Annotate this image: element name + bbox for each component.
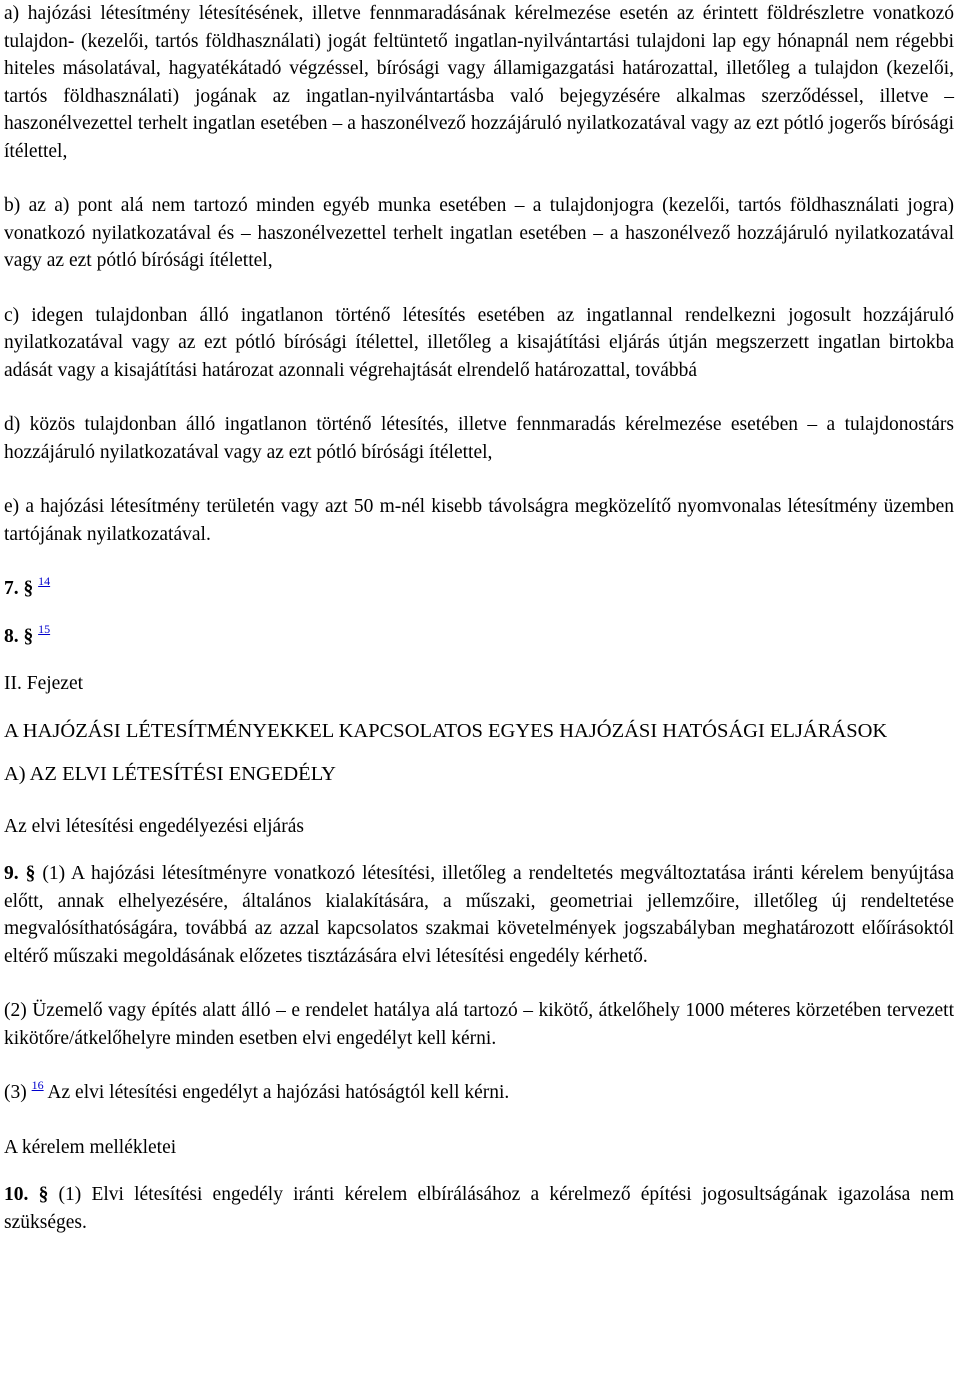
section-8 — [4, 623, 954, 651]
footnote-link-14[interactable]: 14 — [38, 574, 51, 588]
section-9-number: 9. § — [4, 863, 36, 884]
paragraph-d: d) közös tulajdonban álló ingatlanon történő létesítés, illetve fennmaradás kérelmezése esetében – a tulajdonostárs hozzájáruló nyilatkozatával vagy az ezt pótló bírósági ítélettel, — [4, 414, 954, 463]
section-9-paragraph-1 — [4, 860, 954, 970]
section-9-paragraph-2: (2) Üzemelő vagy építés alatt álló – e rendelet hatálya alá tartozó – kikötő, átkelőhely 1000 méteres körzetében tervezett kikötőre/átkelőhelyre minden esetben elvi engedélyt kell kérni. — [4, 1000, 954, 1049]
chapter-label: II. Fejezet — [4, 673, 84, 694]
footnote-link-16[interactable]: 16 — [31, 1078, 44, 1092]
section-9-text-1: (1) A hajózási létesítményre vonatkozó létesítési, illetőleg a rendeltetés megváltoztatása iránti kérelem benyújtása előtt, annak elhelyezésére, általános kialakítására, a műszaki, geometriai jellemzőire, illetőleg új rendeltetése megvalósíthatóságára, továbbá az azzal kapcsolatos szakmai követelmények jogszabályban meghatározott előírásoktól eltérő műszaki megoldásának előzetes tisztázására elvi létesítési engedély kérhető. — [4, 863, 954, 967]
section-9-text-3: Az elvi létesítési engedélyt a hajózási hatóságtól kell kérni. — [43, 1082, 510, 1103]
section-subtitle: A) AZ ELVI LÉTESÍTÉSI ENGEDÉLY — [4, 763, 336, 785]
heading-attachments: A kérelem mellékletei — [4, 1136, 177, 1158]
section-7 — [4, 575, 954, 603]
section-7-number: 7. § — [4, 578, 34, 599]
section-8-number: 8. § — [4, 625, 34, 647]
section-9-paragraph-3 — [4, 1079, 954, 1107]
paragraph-b: b) az a) pont alá nem tartozó minden egyéb munka esetében – a tulajdonjogra (kezelői, tartós földhasználati jogra) vonatkozó nyilatkozatával és – haszonélvezettel terhelt ingatlan esetében – a haszonélvező hozzájáruló nyilatkozatával vagy az ezt pótló bírósági ítélettel, — [4, 195, 954, 271]
heading-procedure: Az elvi létesítési engedélyezési eljárás — [4, 815, 304, 837]
document-page — [4, 0, 954, 1263]
chapter-title: A HAJÓZÁSI LÉTESÍTMÉNYEKKEL KAPCSOLATOS EGYES HAJÓZÁSI HATÓSÁGI ELJÁRÁSOK — [4, 719, 888, 742]
paragraph-a: a) hajózási létesítmény létesítésének, illetve fennmaradásának kérelmezése esetén az érintett földrészletre vonatkozó tulajdon- (kezelői, tartós földhasználati) jogát feltüntető ingatlan-nyilvántartási tulajdoni lap egy hónapnál nem régebbi hiteles másolatával, hagyatékátadó végzéssel, bírósági vagy államigazgatási határozattal, illetőleg a tulajdon (kezelői, tartós földhasználati) jogának az ingatlan-nyilvántartásba való bejegyzésére alkalmas szerződéssel, illetve – haszonélvezettel terhelt ingatlan esetében – a haszonélvező hozzájáruló nyilatkozatával vagy az ezt pótló jogerős bírósági ítélettel, — [4, 3, 954, 162]
paragraph-e: e) a hajózási létesítmény területén vagy azt 50 m-nél kisebb távolságra megközelítő nyomvonalas létesítmény üzemben tartójának nyilatkozatával. — [4, 496, 954, 545]
section-10-paragraph-1 — [4, 1181, 954, 1236]
section-9-p3-number: (3) — [4, 1082, 27, 1103]
paragraph-c: c) idegen tulajdonban álló ingatlanon történő létesítés esetében az ingatlannal rendelkezni jogosult hozzájáruló nyilatkozatával vagy az ezt pótló bírósági ítélettel, illetőleg a kisajátítási eljárás útján megszerzett ingatlan birtokba adását vagy a kisajátítási határozat azonnali végrehajtását elrendelő határozattal, továbbá — [4, 304, 954, 381]
section-10-text-1: (1) Elvi létesítési engedély iránti kérelem elbírálásához a kérelmező építési jogosultságának igazolása nem szükséges. — [4, 1184, 954, 1233]
section-10-number: 10. § — [4, 1184, 49, 1205]
footnote-link-15[interactable]: 15 — [38, 621, 51, 636]
